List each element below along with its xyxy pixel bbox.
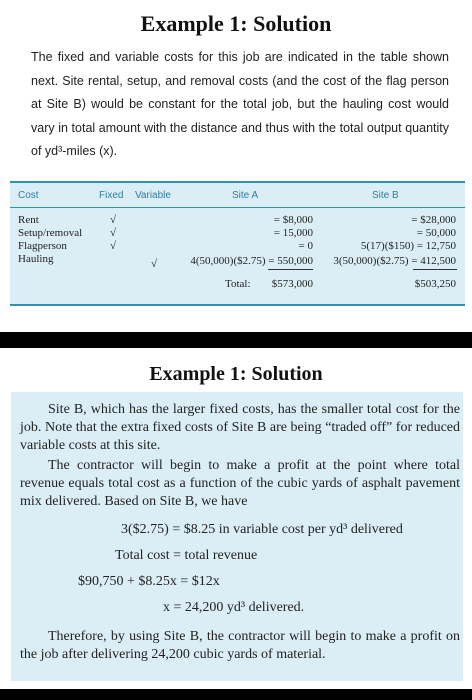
paragraph-2: The contractor will begin to make a profit at the point where total revenue equals total cost as a function of the cubic yards of asphalt pavement mix delivered. Based on Site B, we have [20,458,460,509]
site-a-flagperson: = 0 [298,240,313,252]
site-a-hauling: 4(50,000)($2.75) = 550,000 [190,255,313,267]
site-b-setup: = 50,000 [416,227,456,239]
site-a-setup: = 15,000 [273,227,313,239]
equation-breakeven: $90,750 + $8.25x = $12x [78,574,220,589]
check-mark-icon: √ [151,258,158,270]
header-cost: Cost [18,190,39,201]
slide-1-title: Example 1: Solution [140,11,332,36]
slide-1-paragraph: The fixed and variable costs for this job are indicated in the table shown next. Site rental, setup, and removal costs (and the cost of the flag person at Site B) would be constant for the total job, but the hauling cost would vary in total amount with the distance and thus with the total output quantity of yd³-miles (x). [31,50,449,158]
cost-table-header [10,183,465,208]
cost-table [10,181,465,306]
row-label-flagperson: Flagperson [18,240,67,252]
equation-variable-cost: 3($2.75) = $8.25 in variable cost per yd³ delivered [121,522,403,537]
paragraph-1: Site B, which has the larger fixed costs, has the smaller total cost for the job. Note that the extra fixed costs of Site B are being “traded off” for reduced variable costs at this site. [20,402,460,453]
paragraph-3: Therefore, by using Site B, the contractor will begin to make a profit on the job after delivering 24,200 cubic yards of material. [20,629,460,662]
site-a-rent: = $8,000 [273,214,313,226]
site-b-total: $503,250 [414,278,456,290]
site-b-flagperson: 5(17)($150) = 12,750 [360,240,456,252]
header-fixed: Fixed [99,190,124,201]
row-label-hauling: Hauling [18,253,54,265]
check-mark-icon: √ [110,214,117,226]
slide-2 [0,348,472,689]
check-mark-icon: √ [110,240,117,252]
check-mark-icon: √ [110,227,117,239]
equation-cost-revenue: Total cost = total revenue [115,548,258,563]
site-b-rent: = $28,000 [411,214,456,226]
header-site-a: Site A [232,190,259,201]
header-site-b: Site B [372,190,399,201]
site-a-sum-line [268,269,313,270]
site-b-hauling: 3(50,000)($2.75) = 412,500 [333,255,456,267]
site-b-sum-line [413,269,457,270]
header-variable: Variable [135,190,171,201]
slide-1 [0,0,472,332]
equation-result: x = 24,200 yd³ delivered. [163,600,305,615]
row-label-rent: Rent [18,214,39,226]
site-a-total: $573,000 [271,278,313,290]
total-label: Total: [225,278,251,290]
slide-2-content-box [11,392,463,681]
row-label-setup: Setup/removal [18,227,83,239]
slide-2-title: Example 1: Solution [149,363,323,385]
